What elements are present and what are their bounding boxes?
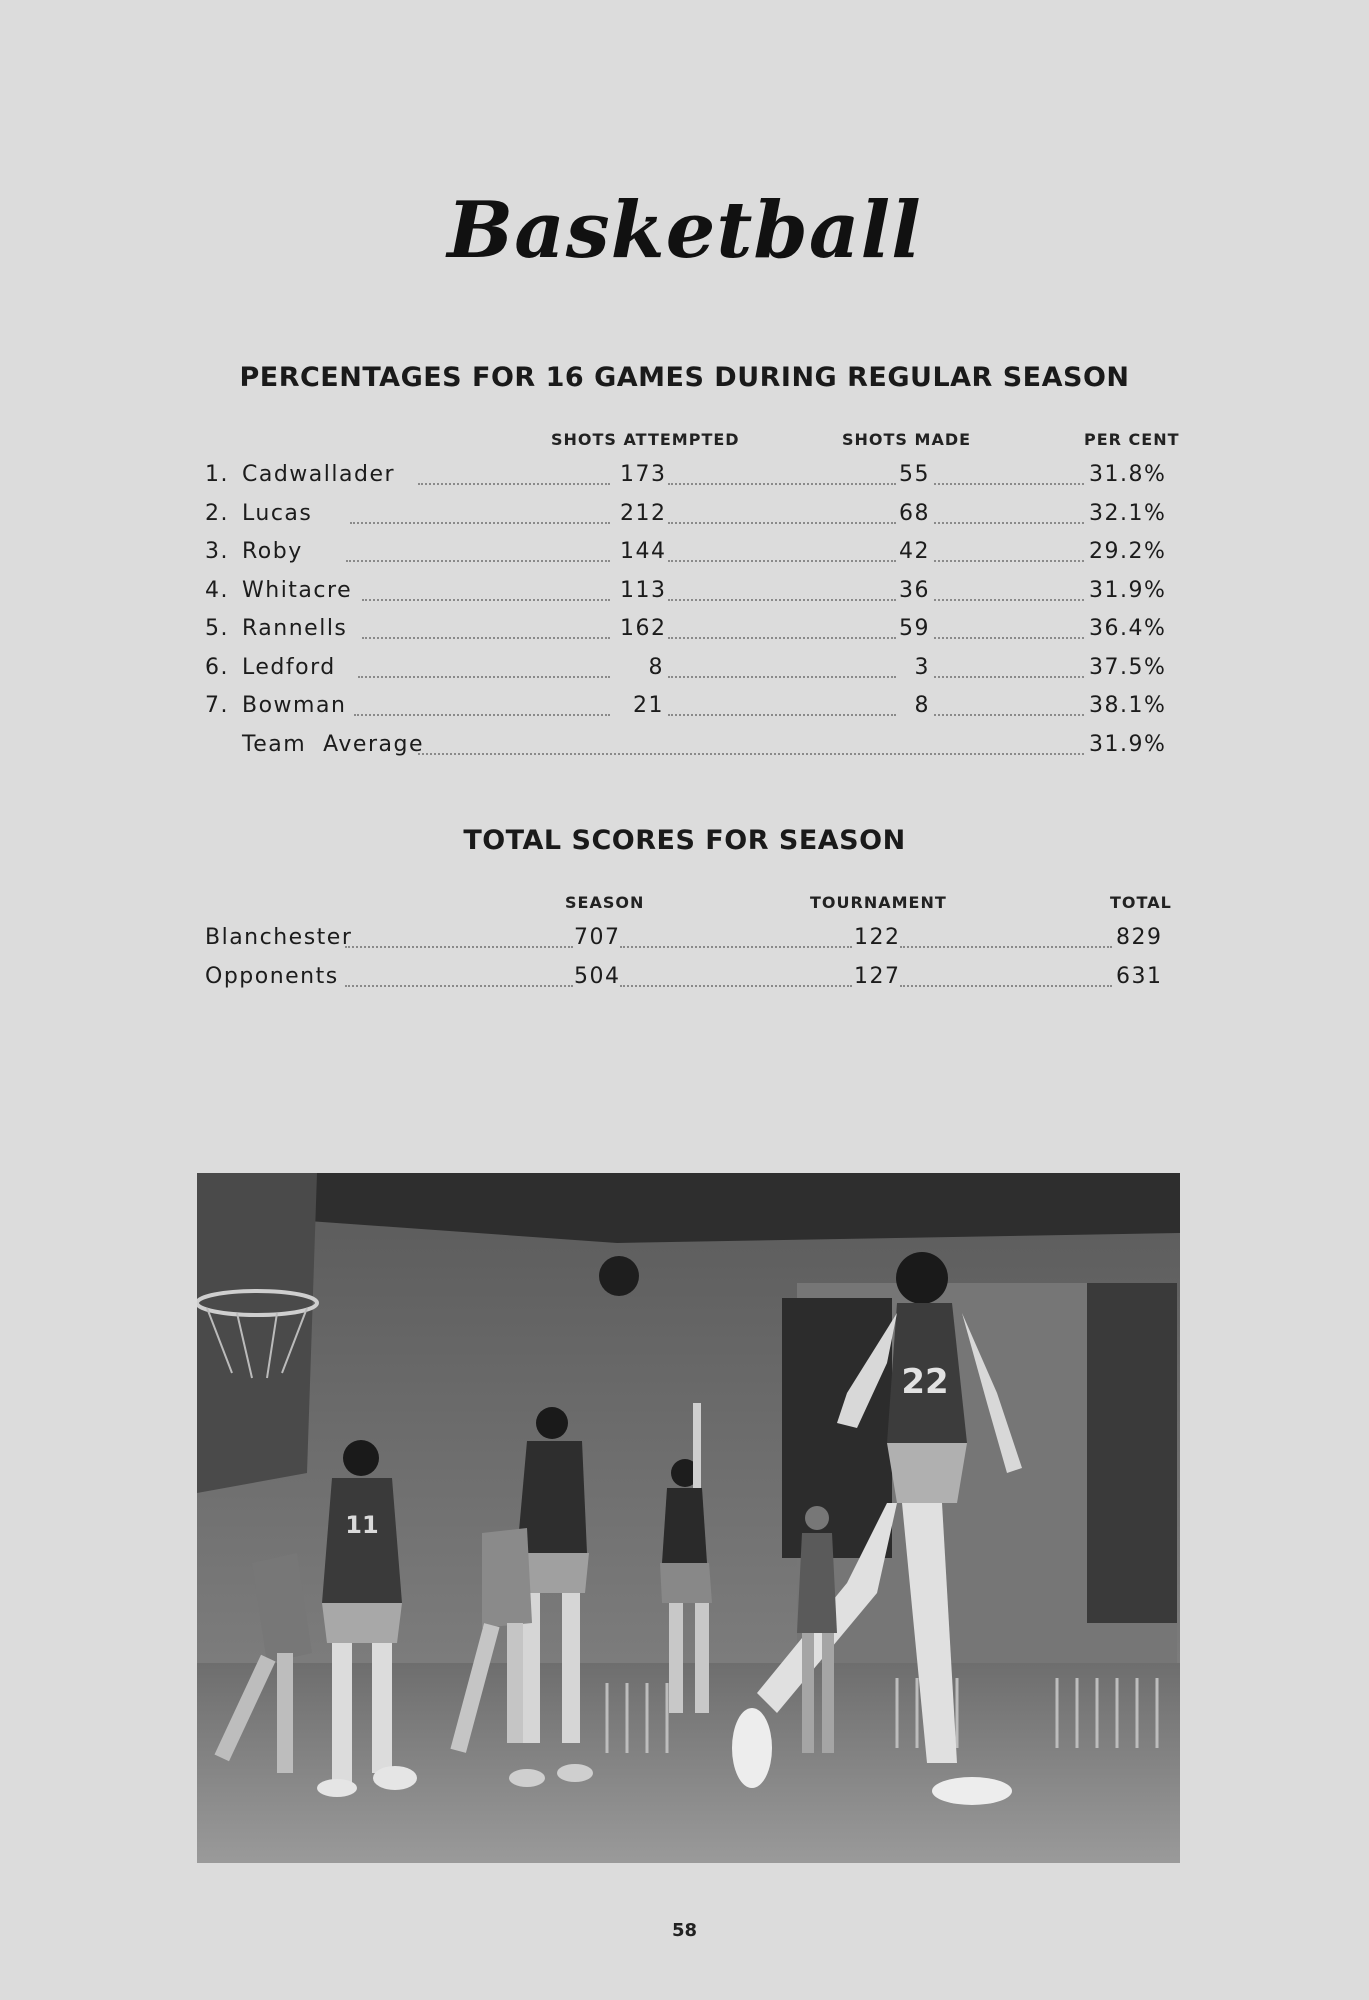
shots-made-value: 3 (914, 654, 930, 680)
team-average-label: Team Average (242, 731, 424, 757)
season-score: 504 (574, 963, 621, 989)
table-row (0, 962, 1369, 1000)
team-average-row (0, 730, 1369, 768)
dot-leader (345, 946, 573, 948)
total-score: 829 (1116, 925, 1163, 950)
row-number: 1. (205, 462, 229, 487)
col-total: TOTAL (1110, 893, 1172, 912)
col-per-cent: PER CENT (1084, 430, 1180, 449)
player-name: Ledford (242, 654, 336, 680)
team-average-value: 31.9% (1089, 731, 1167, 757)
team-name: Opponents (205, 963, 339, 989)
row-number: 4. (205, 577, 229, 603)
dot-leader (362, 599, 610, 601)
player-name: Roby (242, 539, 303, 564)
player-name: Rannells (242, 616, 348, 641)
table-row (0, 923, 1369, 961)
shots-made-value: 36 (899, 577, 930, 603)
row-number: 3. (205, 539, 229, 564)
shots-made-value: 42 (899, 539, 930, 564)
shots-attempted-value: 21 (633, 693, 664, 718)
row-number: 6. (205, 654, 229, 680)
dot-leader (358, 676, 610, 678)
dot-leader (620, 985, 852, 987)
player-name: Bowman (242, 693, 347, 718)
shots-attempted-value: 144 (620, 539, 667, 564)
tournament-score: 127 (854, 963, 901, 989)
per-cent-value: 37.5% (1089, 654, 1167, 680)
table-row (0, 537, 1369, 575)
col-shots-attempted: SHOTS ATTEMPTED (551, 430, 740, 449)
dot-leader (900, 946, 1112, 948)
dot-leader (668, 676, 896, 678)
row-number: 5. (205, 616, 229, 641)
dot-leader (668, 483, 896, 485)
per-cent-value: 31.8% (1089, 462, 1167, 487)
table-row (0, 460, 1369, 498)
table-row (0, 576, 1369, 614)
dot-leader (934, 714, 1084, 716)
dot-leader (418, 483, 610, 485)
table-row (0, 691, 1369, 729)
shots-made-value: 8 (914, 693, 930, 718)
dot-leader (934, 522, 1084, 524)
totals-heading: TOTAL SCORES FOR SEASON (463, 825, 906, 856)
table-row (0, 499, 1369, 537)
season-score: 707 (574, 925, 621, 950)
table-row (0, 614, 1369, 652)
per-cent-value: 31.9% (1089, 577, 1167, 603)
jersey-number-22: 22 (901, 1362, 949, 1402)
dot-leader (362, 637, 610, 639)
row-number: 7. (205, 693, 229, 718)
per-cent-value: 38.1% (1089, 693, 1167, 718)
page-title: Basketball (447, 185, 922, 276)
dot-leader (346, 560, 610, 562)
percentages-heading: PERCENTAGES FOR 16 GAMES DURING REGULAR SEASON (239, 362, 1130, 393)
dot-leader (668, 522, 896, 524)
total-score: 631 (1116, 963, 1163, 989)
dot-leader (934, 599, 1084, 601)
row-number: 2. (205, 500, 229, 526)
dot-leader (668, 637, 896, 639)
photo-illustration (197, 1173, 1180, 1863)
shots-attempted-value: 162 (620, 616, 667, 641)
dot-leader (934, 637, 1084, 639)
dot-leader (620, 946, 852, 948)
dot-leader (934, 676, 1084, 678)
shots-made-value: 68 (899, 500, 930, 526)
dot-leader (418, 753, 1084, 755)
dot-leader (668, 560, 896, 562)
basketball-game-photo (197, 1173, 1180, 1863)
page-number: 58 (671, 1920, 698, 1941)
dot-leader (354, 714, 610, 716)
dot-leader (934, 560, 1084, 562)
shots-attempted-value: 113 (620, 577, 667, 603)
shots-made-value: 59 (899, 616, 930, 641)
shots-attempted-value: 8 (648, 654, 664, 680)
player-name: Cadwallader (242, 462, 396, 487)
shots-attempted-value: 212 (620, 500, 667, 526)
shots-made-value: 55 (899, 462, 930, 487)
dot-leader (668, 714, 896, 716)
team-name: Blanchester (205, 925, 353, 950)
per-cent-value: 29.2% (1089, 539, 1167, 564)
dot-leader (900, 985, 1112, 987)
per-cent-value: 32.1% (1089, 500, 1167, 526)
col-shots-made: SHOTS MADE (842, 430, 972, 449)
tournament-score: 122 (854, 925, 901, 950)
table-row (0, 653, 1369, 691)
dot-leader (345, 985, 573, 987)
player-name: Lucas (242, 500, 313, 526)
col-season: SEASON (565, 893, 645, 912)
dot-leader (350, 522, 610, 524)
col-tournament: TOURNAMENT (810, 893, 947, 912)
player-name: Whitacre (242, 577, 353, 603)
dot-leader (668, 599, 896, 601)
jersey-number-11: 11 (345, 1511, 379, 1539)
dot-leader (934, 483, 1084, 485)
per-cent-value: 36.4% (1089, 616, 1167, 641)
shots-attempted-value: 173 (620, 462, 667, 487)
